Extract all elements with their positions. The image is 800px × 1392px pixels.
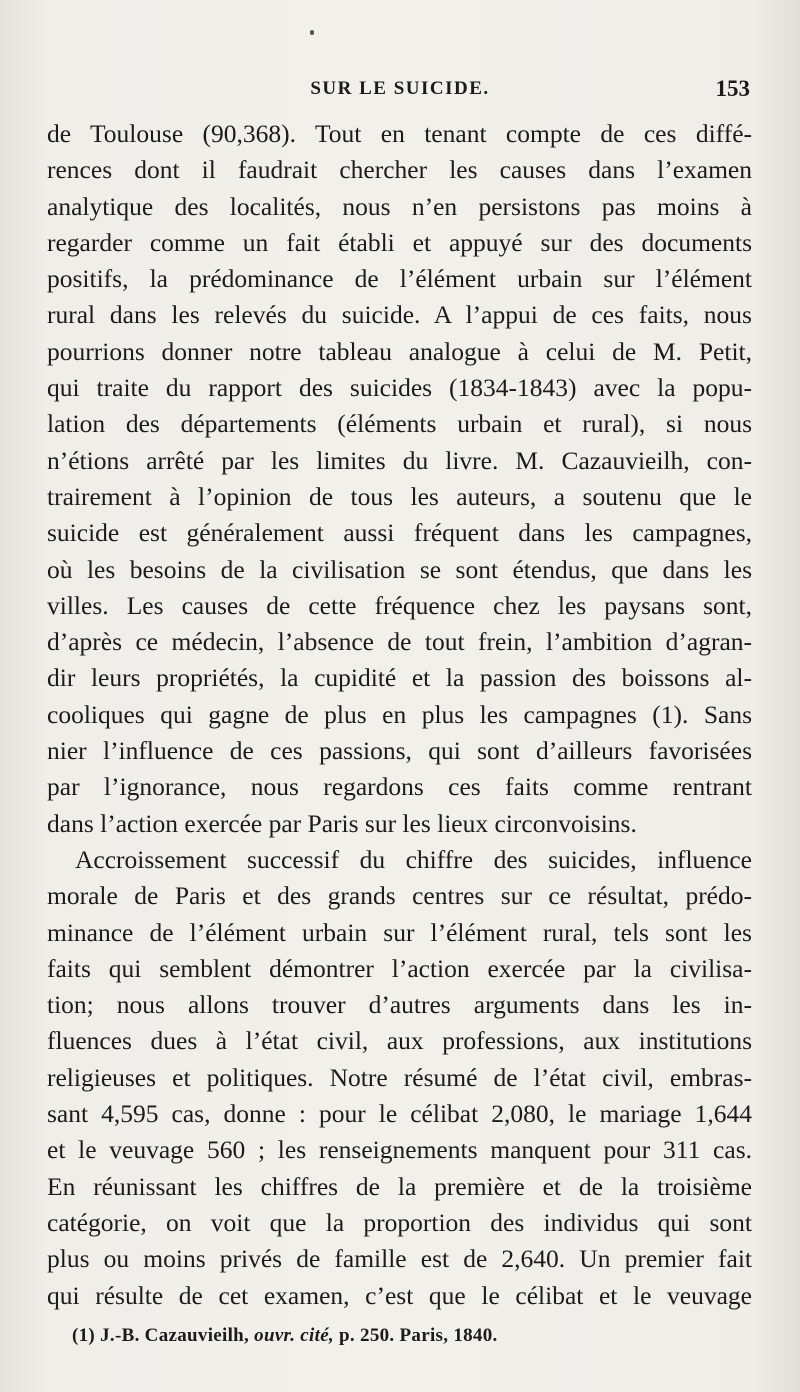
text-line: dir leurs propriétés, la cupidité et la passion des boissons al- [47, 663, 752, 693]
running-title: SUR LE SUICIDE. [310, 78, 490, 99]
text-line: morale de Paris et des grands centres sur ce résultat, prédo- [47, 881, 752, 911]
footnote-author: J.-B. Cazauvieilh, [100, 1325, 250, 1346]
text-line: où les besoins de la civilisation se sont étendus, que dans les [47, 554, 752, 584]
text-line: En réunissant les chiffres de la première et de la troisième [47, 1171, 752, 1201]
text-line: par l’ignorance, nous regardons ces faits comme rentrant [47, 772, 752, 802]
text-line: dans l’action exercée par Paris sur les lieux circonvoisins. [47, 808, 637, 838]
text-line: catégorie, on voit que la proportion des individus qui sont [47, 1207, 752, 1237]
text-line: n’étions arrêté par les limites du livre. M. Cazauvieilh, con- [47, 445, 752, 475]
footnote-rest: p. 250. Paris, 1840. [339, 1325, 498, 1346]
text-line: minance de l’élément urbain sur l’élément rural, tels sont les [47, 917, 752, 947]
text-line: d’après ce médecin, l’absence de tout frein, l’ambition d’agran- [47, 627, 752, 657]
body-text [47, 116, 752, 1314]
text-line: qui résulte de cet examen, c’est que le célibat et le veuvage [47, 1280, 752, 1310]
footnote [72, 1325, 772, 1347]
text-line: religieuses et politiques. Notre résumé de l’état civil, embras- [47, 1062, 752, 1092]
text-line: Accroissement successif du chiffre des suicides, influence [75, 844, 752, 874]
footnote-italic: ouvr. cité, [254, 1325, 334, 1346]
text-line: tion; nous allons trouver d’autres arguments dans les in- [47, 990, 752, 1020]
text-line: qui traite du rapport des suicides (1834-1843) avec la popu- [47, 373, 752, 403]
text-line: rural dans les relevés du suicide. A l’appui de ces faits, nous [47, 300, 752, 330]
text-line: cooliques qui gagne de plus en plus les campagnes (1). Sans [47, 699, 752, 729]
text-line: et le veuvage 560 ; les renseignements manquent pour 311 cas. [47, 1135, 752, 1165]
page-number: 153 [715, 76, 750, 101]
text-line: de Toulouse (90,368). Tout en tenant compte de ces diffé- [47, 119, 752, 148]
text-line: regarder comme un fait établi et appuyé sur des documents [47, 227, 752, 257]
text-line: positifs, la prédominance de l’élément urbain sur l’élément [47, 264, 752, 294]
text-line: pourrions donner notre tableau analogue à celui de M. Petit, [47, 336, 752, 366]
text-line: lation des départements (éléments urbain et rural), si nous [47, 409, 752, 439]
text-line: sant 4,595 cas, donne : pour le célibat 2,080, le mariage 1,644 [47, 1099, 752, 1129]
text-line: nier l’influence de ces passions, qui sont d’ailleurs favorisées [47, 736, 752, 766]
text-line: faits qui semblent démontrer l’action exercée par la civilisa- [47, 953, 752, 983]
footnote-marker: (1) [72, 1325, 96, 1346]
text-line: trairement à l’opinion de tous les auteurs, a soutenu que le [47, 481, 752, 511]
text-line: villes. Les causes de cette fréquence chez les paysans sont, [47, 590, 752, 620]
text-line: plus ou moins privés de famille est de 2,640. Un premier fait [47, 1244, 752, 1274]
ink-speck [310, 30, 314, 35]
text-line: fluences dues à l’état civil, aux professions, aux institutions [47, 1026, 752, 1056]
text-line: rences dont il faudrait chercher les causes dans l’examen [47, 155, 752, 185]
text-line: analytique des localités, nous n’en persistons pas moins à [47, 191, 752, 221]
running-head [0, 78, 800, 106]
text-line: suicide est généralement aussi fréquent dans les campagnes, [47, 518, 752, 548]
